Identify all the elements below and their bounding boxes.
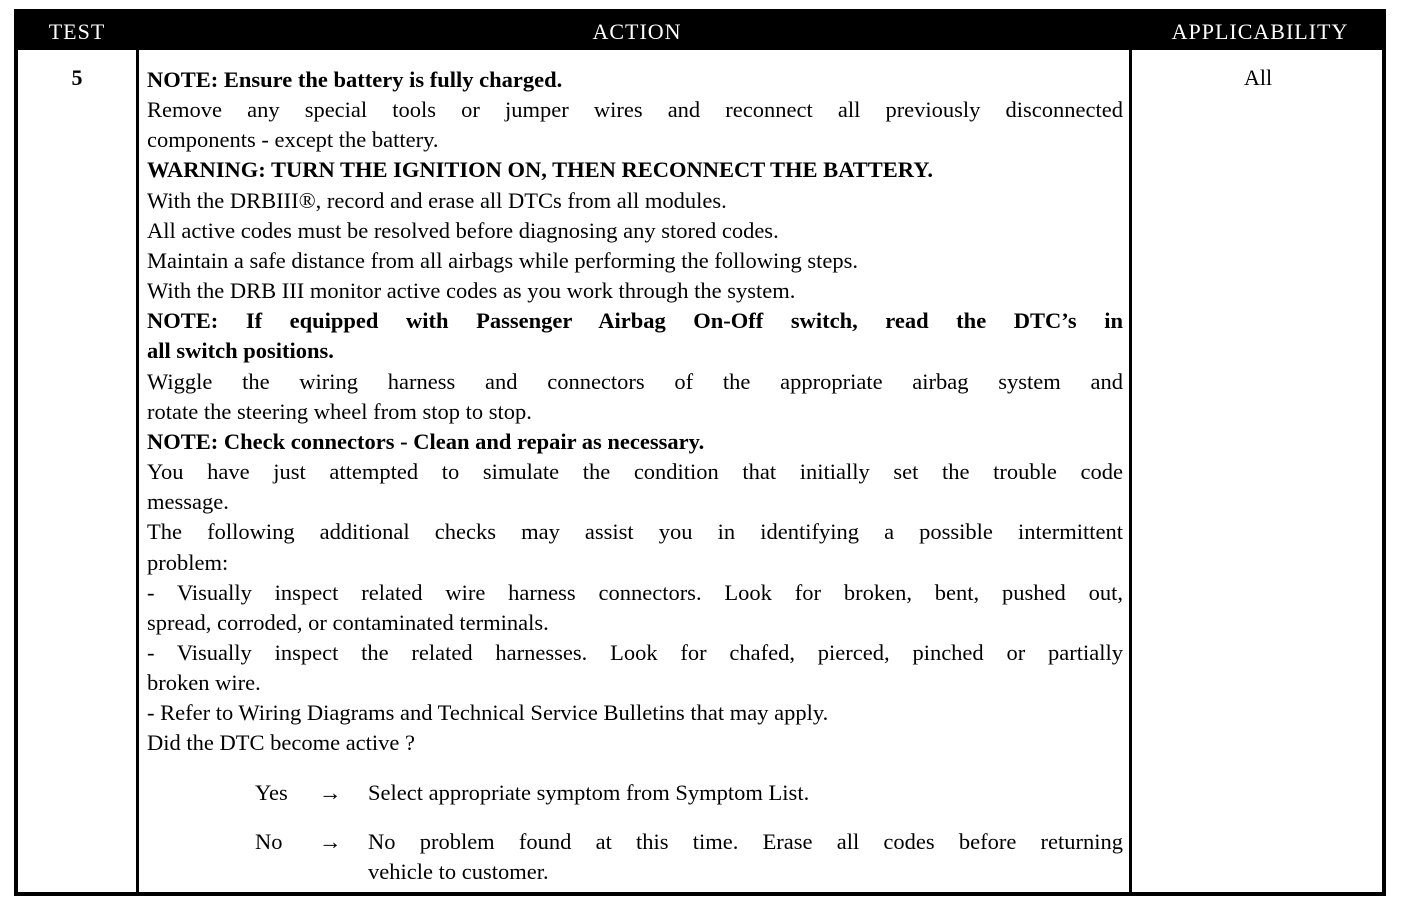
action-line: You have just attempted to simulate the condition that initially set the trouble code	[147, 459, 1123, 485]
action-line: With the DRBIII®, record and erase all DTCs from all modules.	[147, 187, 727, 213]
action-line: With the DRB III monitor active codes as you work through the system.	[147, 278, 796, 304]
note-connectors: NOTE: Check connectors - Clean and repair as necessary.	[147, 428, 705, 454]
action-line: - Visually inspect related wire harness connectors. Look for broken, bent, pushed out,	[147, 579, 1123, 605]
note-passenger-airbag-cont: all switch positions.	[147, 338, 334, 364]
no-label: No	[255, 828, 283, 854]
action-text	[147, 65, 1123, 887]
action-line: - Refer to Wiring Diagrams and Technical Service Bulletins that may apply.	[147, 700, 829, 726]
no-text-line2: vehicle to customer.	[368, 858, 549, 884]
answer-yes	[147, 778, 1123, 808]
note-battery: NOTE: Ensure the battery is fully charged.	[147, 67, 563, 92]
test-number: 5	[71, 65, 83, 90]
action-line: Wiggle the wiring harness and connectors of the appropriate airbag system and	[147, 368, 1123, 394]
action-line: rotate the steering wheel from stop to stop.	[147, 398, 532, 424]
note-passenger-airbag: NOTE: If equipped with Passenger Airbag On-Off switch, read the DTC’s in	[147, 308, 1123, 334]
action-line: - Visually inspect the related harnesses. Look for chafed, pierced, pinched or partially	[147, 639, 1123, 665]
header-test: TEST	[48, 19, 106, 44]
question-line: Did the DTC become active ?	[147, 730, 416, 756]
action-line: Maintain a safe distance from all airbags while performing the following steps.	[147, 247, 859, 273]
action-line: message.	[147, 489, 229, 515]
no-text	[368, 827, 1123, 887]
header-applicability: APPLICABILITY	[1171, 19, 1349, 44]
column-divider	[136, 50, 139, 892]
answer-no	[147, 827, 1123, 887]
action-line: The following additional checks may assist you in identifying a possible intermittent	[147, 519, 1123, 545]
arrow-right-icon: →	[319, 779, 342, 805]
action-line: Remove any special tools or jumper wires and reconnect all previously disconnected	[147, 97, 1123, 123]
warning-ignition: WARNING: TURN THE IGNITION ON, THEN RECONNECT THE BATTERY.	[147, 157, 934, 183]
applicability-value: All	[1243, 65, 1273, 90]
yes-label: Yes	[255, 779, 288, 805]
action-line: problem:	[147, 549, 229, 575]
table-header	[18, 13, 1382, 50]
no-text-line1: No problem found at this time. Erase all codes before returning	[368, 828, 1123, 854]
yes-text: Select appropriate symptom from Symptom List.	[368, 779, 810, 805]
action-line: broken wire.	[147, 670, 261, 696]
diagnostic-test-table	[14, 9, 1386, 896]
header-action: ACTION	[592, 19, 682, 44]
action-line: components - except the battery.	[147, 127, 439, 153]
column-divider	[1129, 50, 1132, 892]
action-line: All active codes must be resolved before diagnosing any stored codes.	[147, 217, 779, 243]
arrow-right-icon: →	[319, 828, 342, 854]
action-line: spread, corroded, or contaminated terminals.	[147, 609, 549, 635]
